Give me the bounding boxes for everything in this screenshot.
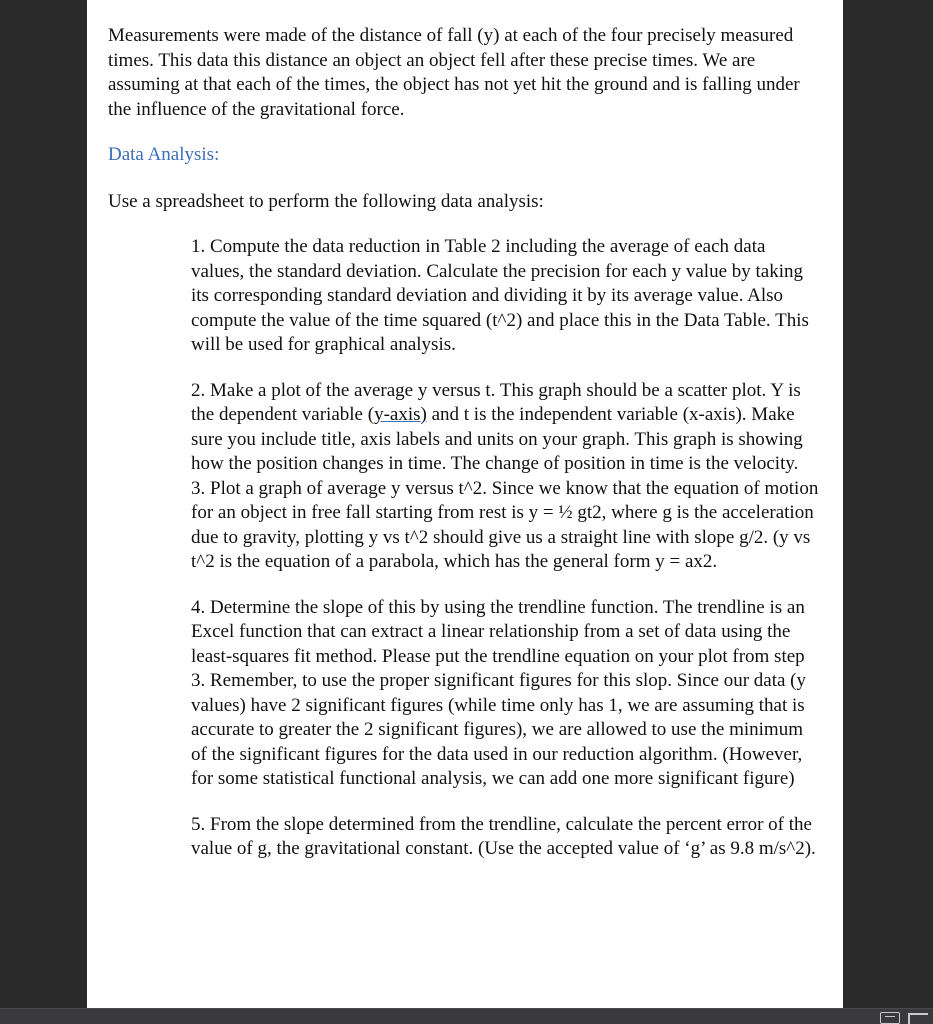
step-3: 3. Plot a graph of average y versus t^2. Since we know that the equation of motion for an object in free fall starting from rest is y = ½ gt2, where g is the acceleration due to gravity, plotting y vs t^2 should give us a straight line with slope g/2. (y vs t^2 is the equation of a parabola, which has the general form y = ax2. (191, 477, 819, 572)
bottom-toolbar (0, 1008, 933, 1024)
step-5: 5. From the slope determined from the trendline, calculate the percent error of the value of g, the gravitational constant. (Use the accepted value of ‘g’ as 9.8 m/s^2). (191, 813, 816, 859)
document-page (87, 0, 843, 1008)
step-4: 4. Determine the slope of this by using the trendline function. The trendline is an Excel function that can extract a linear relationship from a set of data using the least-squares fit method. Please put the trendline equation on your plot from step 3. Remember, to use the proper significant figures for this slop. Since our data (y values) have 2 significant figures (while time only has 1, we are assuming that is accurate to greater the 2 significant figures), we are allowed to use the minimum of the significant figures for the data used in our reduction algorithm. (However, for some statistical functional analysis, we can add one more significant figure) (191, 596, 807, 789)
fit-page-icon[interactable] (880, 1012, 900, 1024)
steps-list (191, 235, 823, 862)
spellcheck-underline: y-axis) (374, 404, 427, 425)
step-2 (191, 379, 823, 477)
fullscreen-icon[interactable] (908, 1013, 928, 1024)
step-2-text-a: 2. Make a plot of the average y versus t. This graph should be a scatter plot. Y is the dependent variable ( (191, 379, 801, 425)
step-2-text-b: and t is the independent variable (x-axis). Make sure you include title, axis labels and units on your graph. This graph is showing how the position changes in time. The change of position in time is the velocity. (191, 404, 803, 474)
step-1: 1. Compute the data reduction in Table 2 including the average of each data values, the standard deviation. Calculate the precision for each y value by taking its corresponding standard deviation and dividing it by its average value. Also compute the value of the time squared (t^2) and place this in the Data Table. This will be used for graphical analysis. (191, 236, 809, 355)
intro-paragraph: Measurements were made of the distance of fall (y) at each of the four precisely measured times. This data this distance an object an object fell after these precise times. We are assuming at that each of the times, the object has not yet hit the ground and is falling under the influence of the gravitational force. (108, 25, 800, 120)
lead-paragraph: Use a spreadsheet to perform the following data analysis: (108, 190, 544, 212)
section-heading: Data Analysis: (108, 144, 220, 165)
